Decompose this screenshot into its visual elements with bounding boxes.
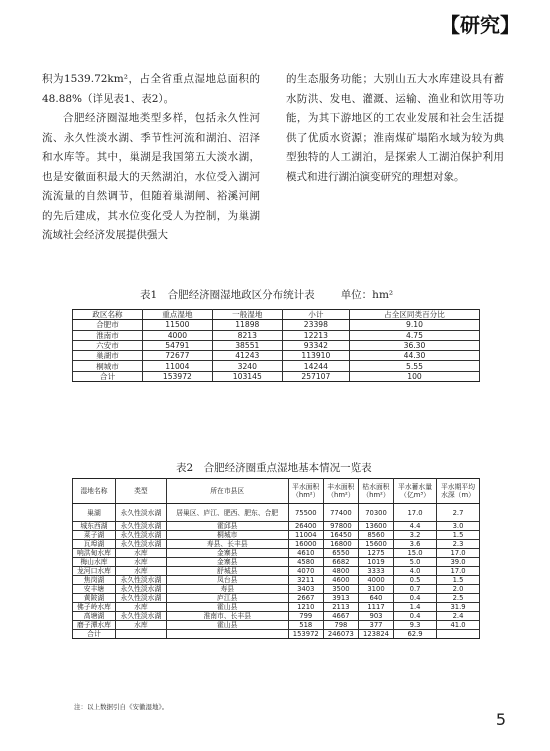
table-cell: 16000: [288, 540, 323, 549]
table-cell: 3333: [358, 567, 393, 576]
table-cell: 巢湖市: [73, 351, 143, 361]
column-header: 一般湿地: [212, 310, 282, 320]
column-header-text: 水深（m）: [441, 491, 475, 499]
column-header: [115, 479, 166, 504]
table-cell: 518: [288, 621, 323, 630]
table-cell: 123824: [358, 630, 393, 639]
table-cell: 2.4: [437, 612, 480, 621]
table-cell: 26400: [288, 522, 323, 531]
table-cell: 佛子岭水库: [73, 603, 116, 612]
table-cell: 响洪甸水库: [73, 549, 116, 558]
table-cell: 4.75: [349, 330, 479, 340]
table-cell: 6682: [323, 558, 358, 567]
table-row: [73, 531, 480, 540]
table-cell: 38551: [212, 340, 282, 350]
table-cell: 0.4: [394, 612, 437, 621]
table-cell: 31.9: [437, 603, 480, 612]
table-cell: 龙河口水库: [73, 567, 116, 576]
table1-caption: [140, 287, 393, 302]
table-cell: 水库: [115, 603, 166, 612]
table-cell: 77400: [323, 504, 358, 522]
table-cell: 焦岗湖: [73, 576, 116, 585]
table-cell: 5.0: [394, 558, 437, 567]
column-header: 政区名称: [73, 310, 143, 320]
table-cell: 3913: [323, 594, 358, 603]
table-cell: 70300: [358, 504, 393, 522]
table-cell: 2.7: [437, 504, 480, 522]
table-row: [73, 540, 480, 549]
table-cell: 永久性淡水湖: [115, 504, 166, 522]
table-header-row: [73, 310, 480, 320]
table-row: [73, 340, 480, 350]
column-header-text: 湿地名称: [80, 487, 108, 495]
table-row: [73, 330, 480, 340]
column-header-text: （hm²）: [362, 491, 390, 499]
table-cell: 寿县: [166, 585, 288, 594]
column-header: [166, 479, 288, 504]
column-header-text: 平水蓄水量: [398, 483, 433, 491]
table-cell: 640: [358, 594, 393, 603]
table-row: [73, 603, 480, 612]
table-cell: 41.0: [437, 621, 480, 630]
paragraph: 合肥经济圈湿地类型多样，包括永久性河流、永久性淡水湖、季节性河流和湖泊、沼泽和水库等。其中，巢湖是我国第五大淡水湖，也是安徽面积最大的天然湖泊，水位受入湖河流流量的自然调节，但随着巢湖闸、裕溪河闸的先后建成，其水位变化受人为控制，为巢湖流域社会经济发展提供强大: [42, 112, 260, 241]
column-header-text: （hm²）: [292, 491, 320, 499]
table-cell: 城东西湖: [73, 522, 116, 531]
table-row: [73, 567, 480, 576]
table-cell: 金寨县: [166, 558, 288, 567]
table-cell: 永久性淡水湖: [115, 540, 166, 549]
table-cell: 霍山县: [166, 621, 288, 630]
table-cell: 14244: [282, 361, 349, 371]
table-row: [73, 585, 480, 594]
table-row: [73, 576, 480, 585]
table-cell: 水库: [115, 567, 166, 576]
table-row: [73, 612, 480, 621]
column-header: 重点湿地: [142, 310, 212, 320]
table-cell: 1210: [288, 603, 323, 612]
table-cell: 39.0: [437, 558, 480, 567]
table-cell: 瓦埠湖: [73, 540, 116, 549]
table-cell: 377: [358, 621, 393, 630]
table-cell: 舒城县: [166, 567, 288, 576]
table-cell: 6550: [323, 549, 358, 558]
table-cell: 淮南市: [73, 330, 143, 340]
table-cell: 11004: [288, 531, 323, 540]
table-cell: 0.4: [394, 594, 437, 603]
table-cell: 153972: [288, 630, 323, 639]
column-header: [394, 479, 437, 504]
table-cell: 97800: [323, 522, 358, 531]
column-header: [323, 479, 358, 504]
table-header-row: [73, 479, 480, 504]
table-cell: 3211: [288, 576, 323, 585]
table-cell: 2667: [288, 594, 323, 603]
column-header: [73, 479, 116, 504]
table-cell: 1.4: [394, 603, 437, 612]
table-note: 注：以上数据引自《安徽湿地》。: [74, 703, 169, 711]
table-cell: 3.2: [394, 531, 437, 540]
table-cell: 1117: [358, 603, 393, 612]
table-row: [73, 558, 480, 567]
table-row: [73, 351, 480, 361]
table-cell: 4580: [288, 558, 323, 567]
table-cell: 100: [349, 371, 479, 381]
table-cell: 1019: [358, 558, 393, 567]
table-cell: 4600: [323, 576, 358, 585]
table-row: [73, 522, 480, 531]
table-row: [73, 621, 480, 630]
column-header-text: （亿m³）: [400, 491, 430, 499]
table-cell: 11004: [142, 361, 212, 371]
table-cell: 巢湖: [73, 504, 116, 522]
table-cell: 8560: [358, 531, 393, 540]
column-header: [437, 479, 480, 504]
column-header: [288, 479, 323, 504]
table-cell: 4000: [358, 576, 393, 585]
table-cell: 11898: [212, 320, 282, 330]
table-cell: 15600: [358, 540, 393, 549]
column-header: [358, 479, 393, 504]
table-cell: 11500: [142, 320, 212, 330]
table-cell: [115, 630, 166, 639]
table-cell: 153972: [142, 371, 212, 381]
column-header-text: 丰水面积: [327, 483, 355, 491]
table-cell: 5.55: [349, 361, 479, 371]
table-cell: 3500: [323, 585, 358, 594]
table-cell: 霍邱县: [166, 522, 288, 531]
column-header-text: 枯水面积: [362, 483, 390, 491]
table-cell: 永久性淡水湖: [115, 531, 166, 540]
table-cell: 霍山县: [166, 603, 288, 612]
table-cell: 103145: [212, 371, 282, 381]
table-cell: 246073: [323, 630, 358, 639]
table-cell: 淮南市、长丰县: [166, 612, 288, 621]
table-cell: 2.3: [437, 540, 480, 549]
table-cell: 9.3: [394, 621, 437, 630]
table-cell: 水库: [115, 558, 166, 567]
table-cell: 2.0: [437, 585, 480, 594]
table-cell: 永久性淡水湖: [115, 594, 166, 603]
column-header: 占全区同类百分比: [349, 310, 479, 320]
table-cell: 磨子潭水库: [73, 621, 116, 630]
table-cell: 永久性淡水湖: [115, 522, 166, 531]
table2: [72, 478, 480, 639]
table-cell: 62.9: [394, 630, 437, 639]
table-cell: 4610: [288, 549, 323, 558]
right-column: [286, 70, 504, 187]
table-cell: 799: [288, 612, 323, 621]
table-cell: 2.5: [437, 594, 480, 603]
table-cell: 93342: [282, 340, 349, 350]
table-cell: 六安市: [73, 340, 143, 350]
column-header-text: 所在市县区: [210, 487, 245, 495]
table-cell: 1.5: [437, 531, 480, 540]
table-cell: 2113: [323, 603, 358, 612]
table-cell: 36.30: [349, 340, 479, 350]
table-cell: 居巢区、庐江、肥西、肥东、合肥: [166, 504, 288, 522]
section-tag: 【研究】: [440, 12, 520, 37]
table-cell: [166, 630, 288, 639]
paragraph: 积为1539.72km²，占全省重点湿地总面积的48.88%（详见表1、表2）。: [42, 73, 260, 105]
table-cell: 0.7: [394, 585, 437, 594]
table-cell: 凤台县: [166, 576, 288, 585]
column-header-text: 平水面积: [292, 483, 320, 491]
table-cell: 41243: [212, 351, 282, 361]
table-cell: 合计: [73, 371, 143, 381]
table-cell: 15.0: [394, 549, 437, 558]
table-cell: 113910: [282, 351, 349, 361]
page-number: 5: [495, 710, 506, 729]
table-cell: 合肥市: [73, 320, 143, 330]
table-row: [73, 630, 480, 639]
table-cell: 23398: [282, 320, 349, 330]
table-cell: 3240: [212, 361, 282, 371]
table-cell: 金寨县: [166, 549, 288, 558]
table1: [72, 309, 480, 382]
table-cell: [437, 630, 480, 639]
table-cell: 桐城市: [73, 361, 143, 371]
table-cell: 0.5: [394, 576, 437, 585]
table-cell: 3100: [358, 585, 393, 594]
table-cell: 安丰塘: [73, 585, 116, 594]
table-cell: 1275: [358, 549, 393, 558]
table-cell: 16450: [323, 531, 358, 540]
table-cell: 13600: [358, 522, 393, 531]
left-column: [42, 70, 260, 246]
column-header: 小计: [282, 310, 349, 320]
table-cell: 水库: [115, 549, 166, 558]
table-cell: 72677: [142, 351, 212, 361]
table-row: [73, 594, 480, 603]
table-row: [73, 549, 480, 558]
table-cell: 9.10: [349, 320, 479, 330]
table1-title: 表1 合肥经济圈湿地政区分布统计表: [140, 289, 315, 301]
table-cell: 12213: [282, 330, 349, 340]
table-cell: 16800: [323, 540, 358, 549]
table-cell: 梅山水库: [73, 558, 116, 567]
table-cell: 4667: [323, 612, 358, 621]
table-cell: 54791: [142, 340, 212, 350]
table-cell: 3.0: [437, 522, 480, 531]
table-cell: 17.0: [437, 549, 480, 558]
paragraph: 的生态服务功能；大别山五大水库建设具有蓄水防洪、发电、灌溉、运输、渔业和饮用等功能，为其下游地区的工农业发展和社会生活提供了优质水资源；淮南煤矿塌陷水域为较为典型独特的人工湖泊，是探索人工湖泊保护利用模式和进行湖泊演变研究的理想对象。: [286, 73, 504, 183]
table-cell: 903: [358, 612, 393, 621]
table-cell: 4070: [288, 567, 323, 576]
table-cell: 3403: [288, 585, 323, 594]
table-cell: 4000: [142, 330, 212, 340]
table-cell: 永久性淡水湖: [115, 585, 166, 594]
table-row: [73, 504, 480, 522]
table-row: [73, 361, 480, 371]
table-cell: 高塘湖: [73, 612, 116, 621]
table-cell: 永久性淡水湖: [115, 576, 166, 585]
table-cell: 8213: [212, 330, 282, 340]
table-cell: 4.0: [394, 567, 437, 576]
column-header-text: 平水期平均: [441, 483, 475, 491]
table-cell: 水库: [115, 621, 166, 630]
column-header-text: 类型: [134, 487, 148, 495]
table-cell: 4.4: [394, 522, 437, 531]
table2-caption: 表2 合肥经济圈重点湿地基本情况一览表: [176, 462, 372, 474]
table-cell: 桐城市: [166, 531, 288, 540]
table-cell: 44.30: [349, 351, 479, 361]
table-cell: 1.5: [437, 576, 480, 585]
table-row: [73, 320, 480, 330]
table-cell: 17.0: [437, 567, 480, 576]
table-cell: 庐江县: [166, 594, 288, 603]
table-cell: 257107: [282, 371, 349, 381]
table-row: [73, 371, 480, 381]
table1-unit: 单位：hm²: [340, 289, 394, 301]
table-cell: 17.0: [394, 504, 437, 522]
table-cell: 3.6: [394, 540, 437, 549]
table-cell: 寿县、长丰县: [166, 540, 288, 549]
column-header-text: （hm²）: [327, 491, 355, 499]
table-cell: 合计: [73, 630, 116, 639]
table-cell: 黄陂湖: [73, 594, 116, 603]
table-cell: 75500: [288, 504, 323, 522]
table-cell: 798: [323, 621, 358, 630]
table-cell: 4800: [323, 567, 358, 576]
table-cell: 永久性淡水湖: [115, 612, 166, 621]
table-cell: 菜子湖: [73, 531, 116, 540]
